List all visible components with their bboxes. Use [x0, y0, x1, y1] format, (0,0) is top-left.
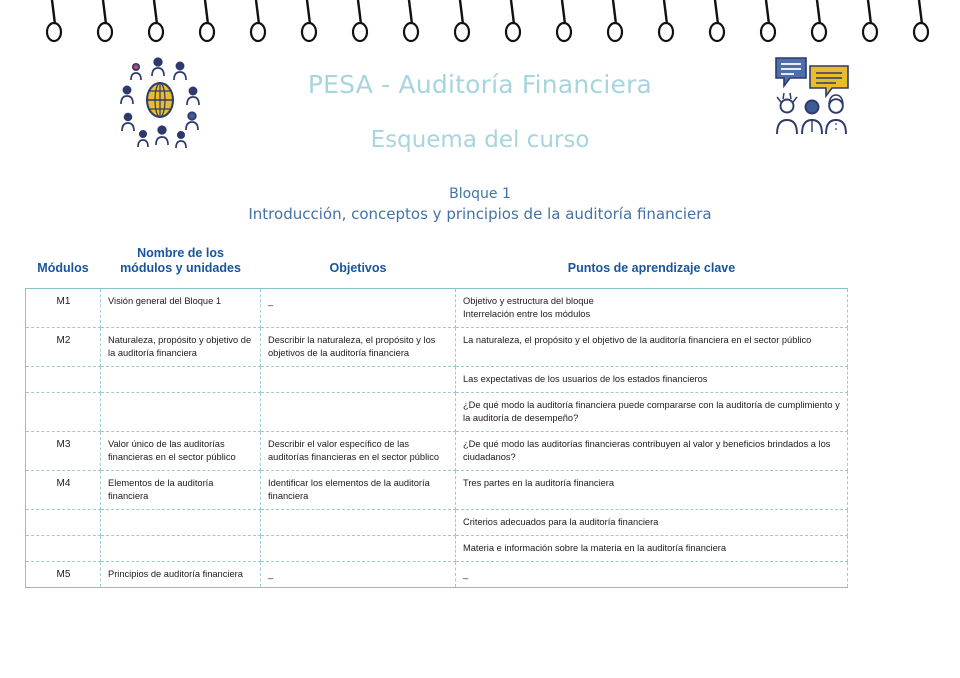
cell-name: Elementos de la auditoría financiera — [101, 471, 261, 510]
block-heading — [0, 185, 960, 225]
table-row — [26, 393, 848, 432]
cell-objective: Describir el valor específico de las auditorías financieras en el sector público — [261, 432, 456, 471]
cell-name: Valor único de las auditorías financieras en el sector público — [101, 432, 261, 471]
table-row — [26, 367, 848, 393]
course-schema-table — [25, 246, 847, 588]
cell-module: M2 — [26, 328, 101, 367]
column-header-names-line1: Nombre de los — [137, 246, 224, 260]
table-row — [26, 471, 848, 510]
cell-module — [26, 536, 101, 562]
cell-key-points: ¿De qué modo las auditorías financieras contribuyen al valor y beneficios brindados a los ciudadanos? — [456, 432, 848, 471]
table-header-row — [26, 246, 848, 289]
block-number: Bloque 1 — [449, 186, 511, 202]
block-description: Introducción, conceptos y principios de la auditoría financiera — [248, 205, 712, 223]
cell-objective: Identificar los elementos de la auditoría financiera — [261, 471, 456, 510]
column-header-names — [101, 246, 261, 289]
table-row — [26, 510, 848, 536]
cell-name: Visión general del Bloque 1 — [101, 289, 261, 328]
cell-module: M4 — [26, 471, 101, 510]
cell-objective — [261, 510, 456, 536]
column-header-modules: Módulos — [37, 261, 89, 275]
page-subtitle: Esquema del curso — [370, 127, 590, 153]
cell-objective: _ — [261, 289, 456, 328]
column-header-objectives: Objetivos — [329, 261, 387, 275]
cell-name — [101, 367, 261, 393]
table-row — [26, 289, 848, 328]
cell-key-points: La naturaleza, el propósito y el objetivo de la auditoría financiera en el sector público — [456, 328, 848, 367]
cell-key-points: Criterios adecuados para la auditoría financiera — [456, 510, 848, 536]
title-block — [0, 46, 960, 153]
cell-module — [26, 393, 101, 432]
cell-module: M3 — [26, 432, 101, 471]
table-row — [26, 432, 848, 471]
cell-module — [26, 367, 101, 393]
cell-name — [101, 393, 261, 432]
cell-key-points: Las expectativas de los usuarios de los estados financieros — [456, 367, 848, 393]
page-title: PESA - Auditoría Financiera — [307, 70, 653, 99]
spiral-binding-icon — [0, 0, 960, 46]
cell-objective — [261, 536, 456, 562]
table-row — [26, 562, 848, 588]
document-header — [0, 46, 960, 176]
cell-module: M5 — [26, 562, 101, 588]
cell-name — [101, 510, 261, 536]
cell-key-points — [456, 289, 848, 328]
cell-name — [101, 536, 261, 562]
column-header-names-line2: módulos y unidades — [120, 261, 241, 275]
cell-key-points: Materia e información sobre la materia en la auditoría financiera — [456, 536, 848, 562]
cell-module: M1 — [26, 289, 101, 328]
key-point: Objetivo y estructura del bloque — [463, 296, 594, 306]
cell-objective — [261, 367, 456, 393]
cell-key-points: _ — [456, 562, 848, 588]
table-body — [26, 289, 848, 588]
table-row — [26, 536, 848, 562]
cell-module — [26, 510, 101, 536]
key-point: Interrelación entre los módulos — [463, 309, 591, 319]
cell-name: Principios de auditoría financiera — [101, 562, 261, 588]
column-header-key-points: Puntos de aprendizaje clave — [567, 261, 736, 275]
cell-objective: Describir la naturaleza, el propósito y los objetivos de la auditoría financiera — [261, 328, 456, 367]
cell-name: Naturaleza, propósito y objetivo de la auditoría financiera — [101, 328, 261, 367]
cell-key-points: ¿De qué modo la auditoría financiera puede compararse con la auditoría de cumplimiento y la auditoría de desempeño? — [456, 393, 848, 432]
cell-key-points: Tres partes en la auditoría financiera — [456, 471, 848, 510]
table-row — [26, 328, 848, 367]
cell-objective: _ — [261, 562, 456, 588]
cell-objective — [261, 393, 456, 432]
